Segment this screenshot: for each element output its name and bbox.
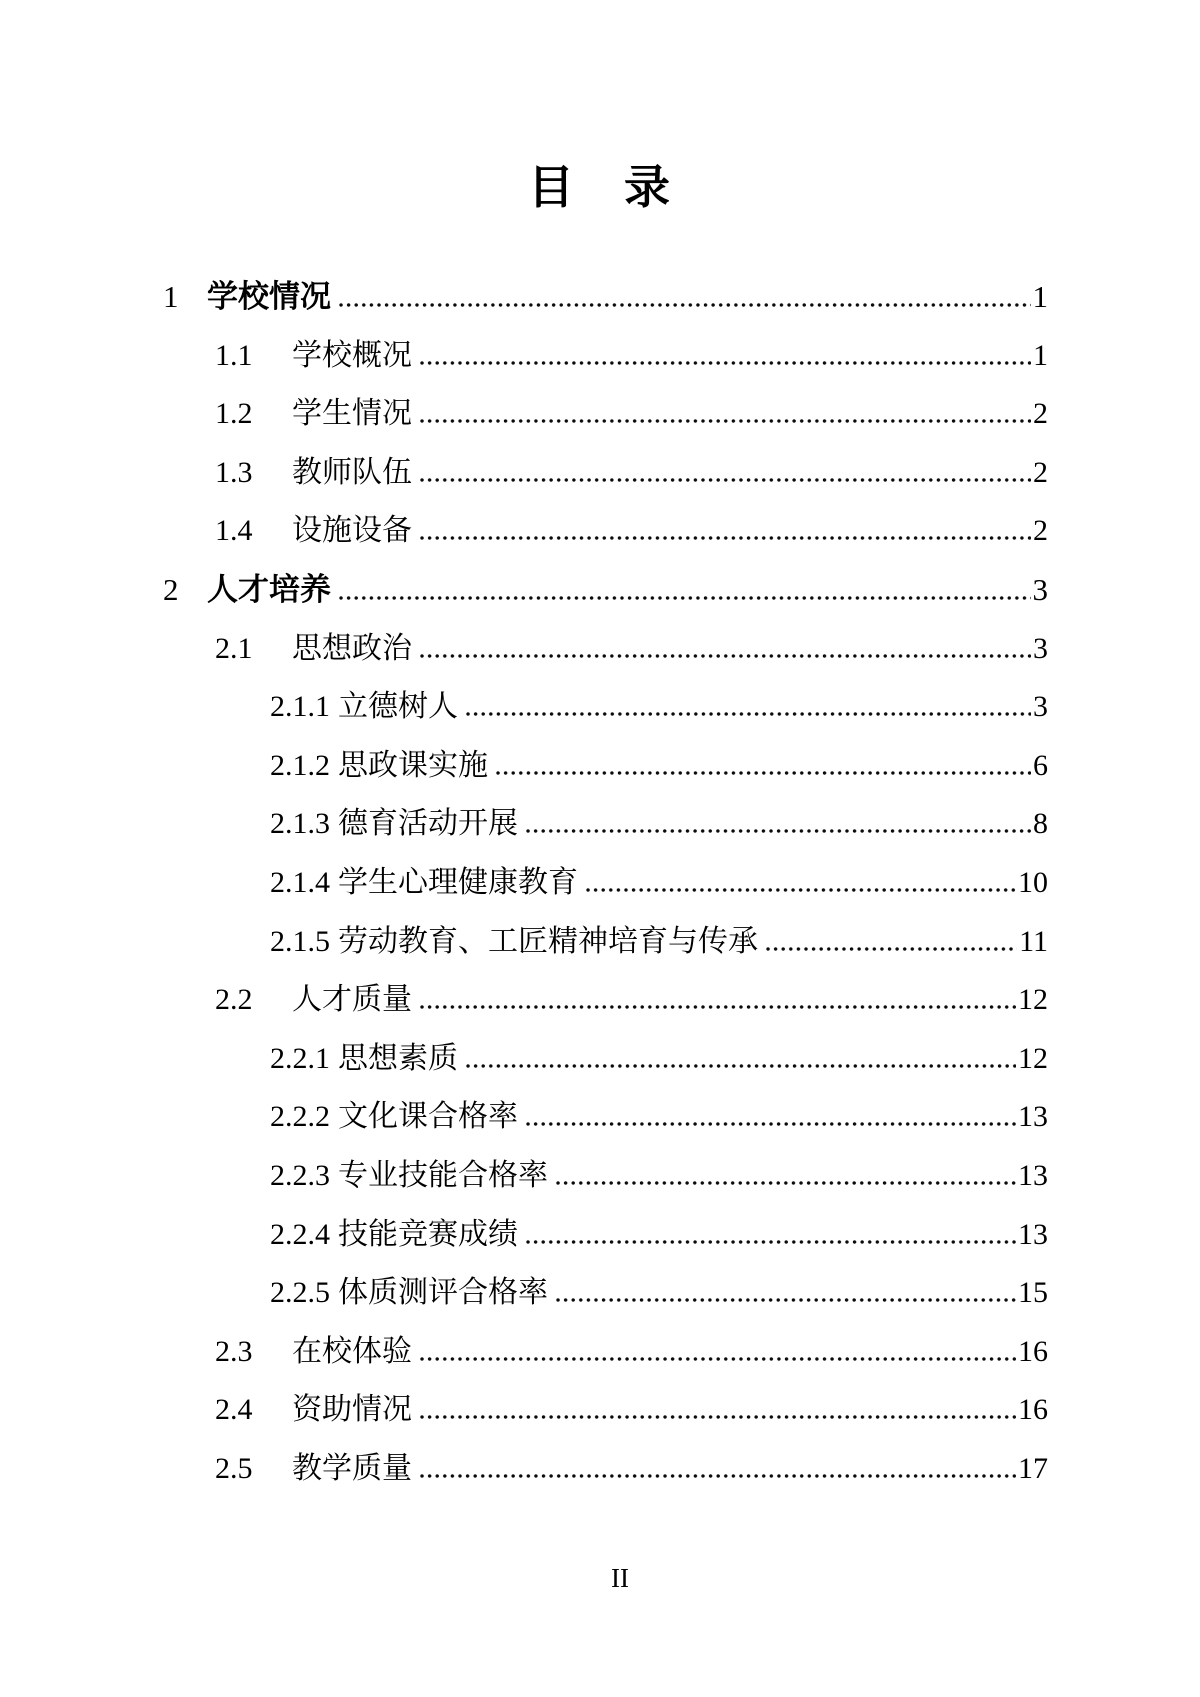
toc-entry[interactable] xyxy=(150,1021,1048,1080)
toc-entry-page: 16 xyxy=(1018,1334,1048,1368)
dot-leader xyxy=(466,1064,1016,1068)
toc-entry-number: 2.2.1 xyxy=(270,1041,330,1075)
toc-entry-number: 1.3 xyxy=(215,455,253,489)
toc-entry[interactable] xyxy=(150,904,1048,963)
toc-entry-number: 2.1.3 xyxy=(270,807,330,841)
table-of-contents xyxy=(150,259,1048,1489)
toc-entry-page: 8 xyxy=(1033,807,1048,841)
toc-entry-title: 学生情况 xyxy=(292,397,412,431)
toc-entry-title: 在校体验 xyxy=(292,1334,412,1368)
toc-entry[interactable] xyxy=(150,376,1048,435)
toc-entry[interactable] xyxy=(150,552,1048,611)
toc-entry[interactable] xyxy=(150,962,1048,1021)
dot-leader xyxy=(420,1415,1016,1419)
toc-entry-title: 专业技能合格率 xyxy=(338,1158,548,1192)
toc-entry-number: 1.4 xyxy=(215,514,253,548)
toc-entry-title: 德育活动开展 xyxy=(338,807,518,841)
toc-entry-page: 2 xyxy=(1033,397,1048,431)
toc-entry-title: 教学质量 xyxy=(292,1451,412,1485)
dot-leader xyxy=(420,1474,1016,1478)
toc-entry-page: 10 xyxy=(1018,865,1048,899)
toc-entry-title: 思想素质 xyxy=(338,1041,458,1075)
dot-leader xyxy=(526,829,1031,833)
toc-entry-page: 3 xyxy=(1033,690,1048,724)
dot-leader xyxy=(556,1298,1016,1302)
toc-entry-title: 设施设备 xyxy=(292,514,412,548)
toc-entry-title: 人才质量 xyxy=(292,983,412,1017)
toc-entry[interactable] xyxy=(150,435,1048,494)
toc-entry[interactable] xyxy=(150,728,1048,787)
toc-entry[interactable] xyxy=(150,1197,1048,1256)
toc-entry[interactable] xyxy=(150,493,1048,552)
dot-leader xyxy=(339,303,1031,307)
toc-entry-number: 2.2.3 xyxy=(270,1158,330,1192)
toc-entry-number: 1 xyxy=(163,279,179,314)
toc-entry[interactable] xyxy=(150,1431,1048,1490)
toc-entry-page: 13 xyxy=(1018,1217,1048,1251)
toc-entry-page: 17 xyxy=(1018,1451,1048,1485)
toc-entry-page: 2 xyxy=(1033,455,1048,489)
toc-entry[interactable] xyxy=(150,259,1048,318)
toc-entry-title: 立德树人 xyxy=(338,690,458,724)
toc-entry-title: 学校情况 xyxy=(207,279,331,314)
toc-entry-page: 12 xyxy=(1018,983,1048,1017)
toc-entry-number: 2.3 xyxy=(215,1334,253,1368)
page-number-footer: II xyxy=(611,1563,629,1594)
dot-leader xyxy=(496,771,1031,775)
toc-entry-page: 13 xyxy=(1018,1100,1048,1134)
toc-entry-title: 文化课合格率 xyxy=(338,1100,518,1134)
toc-entry-page: 6 xyxy=(1033,748,1048,782)
toc-entry-title: 体质测评合格率 xyxy=(338,1276,548,1310)
toc-entry-number: 1.1 xyxy=(215,338,253,372)
toc-entry-title: 学生心理健康教育 xyxy=(338,865,578,899)
toc-entry-title: 教师队伍 xyxy=(292,455,412,489)
toc-entry-number: 2.2.2 xyxy=(270,1100,330,1134)
toc-entry-number: 2.1.4 xyxy=(270,865,330,899)
toc-entry-title: 劳动教育、工匠精神培育与传承 xyxy=(338,924,758,958)
toc-entry-page: 15 xyxy=(1018,1276,1048,1310)
dot-leader xyxy=(466,712,1031,716)
dot-leader xyxy=(420,1005,1016,1009)
toc-entry-number: 2.1 xyxy=(215,631,253,665)
toc-entry-number: 1.2 xyxy=(215,397,253,431)
toc-entry-page: 13 xyxy=(1018,1158,1048,1192)
toc-entry-page: 3 xyxy=(1033,631,1048,665)
dot-leader xyxy=(556,1181,1016,1185)
dot-leader xyxy=(420,536,1031,540)
dot-leader xyxy=(526,1240,1016,1244)
dot-leader xyxy=(420,419,1031,423)
dot-leader xyxy=(586,888,1016,892)
toc-entry-title: 人才培养 xyxy=(207,571,331,607)
toc-entry-number: 2.1.5 xyxy=(270,924,330,958)
toc-entry-number: 2.2 xyxy=(215,983,253,1017)
toc-entry-title: 技能竞赛成绩 xyxy=(338,1217,518,1251)
dot-leader xyxy=(420,361,1031,365)
dot-leader xyxy=(766,947,1017,951)
dot-leader xyxy=(420,654,1031,658)
dot-leader xyxy=(420,1357,1016,1361)
dot-leader xyxy=(420,478,1031,482)
toc-entry-title: 资助情况 xyxy=(292,1393,412,1427)
toc-entry-page: 16 xyxy=(1018,1393,1048,1427)
toc-entry-number: 2 xyxy=(163,571,179,607)
toc-entry[interactable] xyxy=(150,611,1048,670)
toc-entry-number: 2.5 xyxy=(215,1451,253,1485)
toc-entry[interactable] xyxy=(150,318,1048,377)
toc-entry[interactable] xyxy=(150,1079,1048,1138)
dot-leader xyxy=(339,596,1031,600)
toc-entry-title: 思想政治 xyxy=(292,631,412,665)
toc-heading: 目 录 xyxy=(528,162,672,213)
toc-entry-page: 12 xyxy=(1018,1041,1048,1075)
toc-entry-title: 学校概况 xyxy=(292,338,412,372)
toc-entry-title: 思政课实施 xyxy=(338,748,488,782)
toc-entry-page: 3 xyxy=(1032,571,1048,607)
toc-entry[interactable] xyxy=(150,786,1048,845)
toc-entry[interactable] xyxy=(150,1372,1048,1431)
toc-entry-number: 2.4 xyxy=(215,1393,253,1427)
toc-entry[interactable] xyxy=(150,845,1048,904)
toc-entry[interactable] xyxy=(150,1255,1048,1314)
toc-entry-page: 2 xyxy=(1033,514,1048,548)
toc-entry-page: 11 xyxy=(1019,924,1048,958)
toc-entry-page: 1 xyxy=(1032,279,1048,314)
toc-entry-number: 2.1.2 xyxy=(270,748,330,782)
toc-entry-page: 1 xyxy=(1033,338,1048,372)
toc-entry[interactable] xyxy=(150,1314,1048,1373)
dot-leader xyxy=(526,1122,1016,1126)
toc-entry[interactable] xyxy=(150,1138,1048,1197)
toc-entry[interactable] xyxy=(150,669,1048,728)
toc-entry-number: 2.2.5 xyxy=(270,1276,330,1310)
toc-entry-number: 2.2.4 xyxy=(270,1217,330,1251)
toc-entry-number: 2.1.1 xyxy=(270,690,330,724)
